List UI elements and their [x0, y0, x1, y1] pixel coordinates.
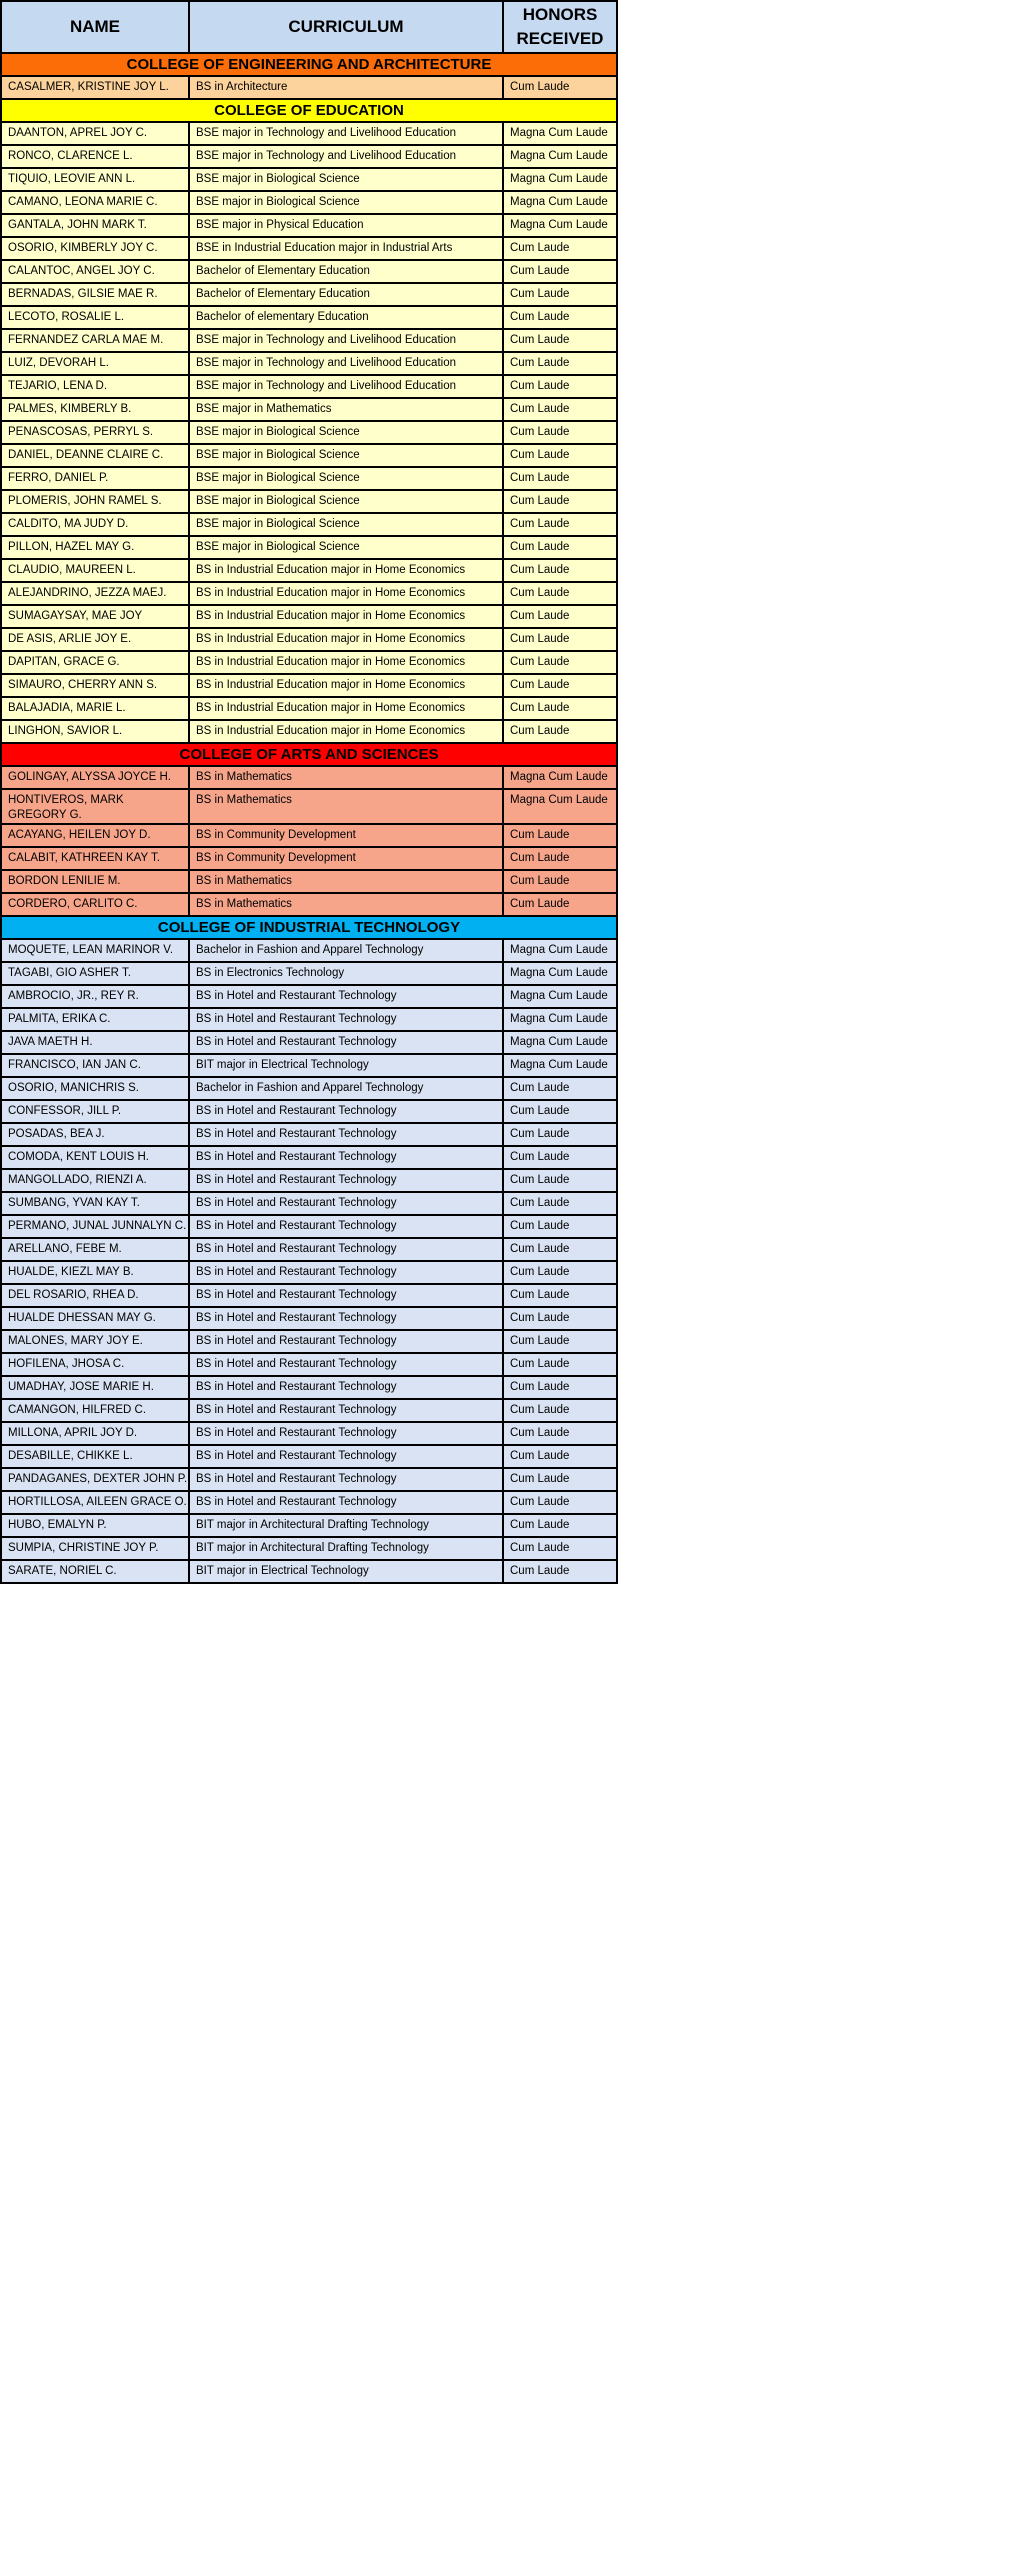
honoree-name: OSORIO, KIMBERLY JOY C.: [1, 237, 189, 260]
honoree-name: LECOTO, ROSALIE L.: [1, 306, 189, 329]
honors-cell: Magna Cum Laude: [503, 1008, 617, 1031]
honors-cell: Magna Cum Laude: [503, 1054, 617, 1077]
honoree-name: HOFILENA, JHOSA C.: [1, 1353, 189, 1376]
curriculum-cell: BS in Hotel and Restaurant Technology: [189, 1353, 503, 1376]
honoree-name: TAGABI, GIO ASHER T.: [1, 962, 189, 985]
table-row: [1, 260, 617, 283]
honors-cell: Cum Laude: [503, 824, 617, 847]
curriculum-cell: BS in Industrial Education major in Home Economics: [189, 559, 503, 582]
honoree-name: PALMES, KIMBERLY B.: [1, 398, 189, 421]
curriculum-cell: BS in Mathematics: [189, 789, 503, 824]
honoree-name: PANDAGANES, DEXTER JOHN P.: [1, 1468, 189, 1491]
honoree-name: HUBO, EMALYN P.: [1, 1514, 189, 1537]
table-row: [1, 1514, 617, 1537]
table-row: [1, 444, 617, 467]
table-row: [1, 122, 617, 145]
curriculum-cell: BSE major in Technology and Livelihood Education: [189, 352, 503, 375]
honoree-name: DANIEL, DEANNE CLAIRE C.: [1, 444, 189, 467]
table-row: [1, 467, 617, 490]
honoree-name: SUMPIA, CHRISTINE JOY P.: [1, 1537, 189, 1560]
honors-cell: Magna Cum Laude: [503, 122, 617, 145]
table-row: [1, 1468, 617, 1491]
honoree-name: DEL ROSARIO, RHEA D.: [1, 1284, 189, 1307]
table-row: [1, 168, 617, 191]
table-row: [1, 1445, 617, 1468]
curriculum-cell: BSE major in Technology and Livelihood Education: [189, 375, 503, 398]
table-row: [1, 1537, 617, 1560]
table-row: [1, 1399, 617, 1422]
honoree-name: CALDITO, MA JUDY D.: [1, 513, 189, 536]
honoree-name: RONCO, CLARENCE L.: [1, 145, 189, 168]
honoree-name: ARELLANO, FEBE M.: [1, 1238, 189, 1261]
header-curriculum: CURRICULUM: [189, 1, 503, 53]
curriculum-cell: BSE major in Biological Science: [189, 513, 503, 536]
honors-cell: Magna Cum Laude: [503, 214, 617, 237]
table-row: [1, 651, 617, 674]
honors-cell: Cum Laude: [503, 467, 617, 490]
honoree-name: CAMANO, LEONA MARIE C.: [1, 191, 189, 214]
curriculum-cell: BS in Hotel and Restaurant Technology: [189, 1031, 503, 1054]
table-row: [1, 1054, 617, 1077]
table-row: [1, 191, 617, 214]
curriculum-cell: Bachelor in Fashion and Apparel Technology: [189, 939, 503, 962]
honoree-name: BERNADAS, GILSIE MAE R.: [1, 283, 189, 306]
college-title: COLLEGE OF INDUSTRIAL TECHNOLOGY: [1, 916, 617, 939]
honors-cell: Magna Cum Laude: [503, 168, 617, 191]
curriculum-cell: BS in Mathematics: [189, 893, 503, 916]
table-row: [1, 1100, 617, 1123]
curriculum-cell: BS in Industrial Education major in Home Economics: [189, 628, 503, 651]
honors-cell: Cum Laude: [503, 1537, 617, 1560]
honors-cell: Cum Laude: [503, 536, 617, 559]
honoree-name: LUIZ, DEVORAH L.: [1, 352, 189, 375]
table-row: [1, 237, 617, 260]
table-row: [1, 628, 617, 651]
honoree-name: PERMANO, JUNAL JUNNALYN C.: [1, 1215, 189, 1238]
honors-cell: Cum Laude: [503, 237, 617, 260]
header-honors: HONORS RECEIVED: [503, 1, 617, 53]
curriculum-cell: BS in Industrial Education major in Home Economics: [189, 697, 503, 720]
honors-cell: Cum Laude: [503, 605, 617, 628]
table-row: [1, 375, 617, 398]
honors-cell: Magna Cum Laude: [503, 939, 617, 962]
honors-cell: Cum Laude: [503, 651, 617, 674]
curriculum-cell: BS in Hotel and Restaurant Technology: [189, 1123, 503, 1146]
honors-cell: Cum Laude: [503, 1284, 617, 1307]
curriculum-cell: BS in Hotel and Restaurant Technology: [189, 1100, 503, 1123]
honors-cell: Cum Laude: [503, 1399, 617, 1422]
curriculum-cell: BSE major in Biological Science: [189, 191, 503, 214]
honors-cell: Cum Laude: [503, 847, 617, 870]
honors-cell: Cum Laude: [503, 306, 617, 329]
honoree-name: ALEJANDRINO, JEZZA MAEJ.: [1, 582, 189, 605]
table-row: [1, 1146, 617, 1169]
table-row: [1, 870, 617, 893]
honoree-name: MOQUETE, LEAN MARINOR V.: [1, 939, 189, 962]
table-row: [1, 1284, 617, 1307]
honors-cell: Cum Laude: [503, 582, 617, 605]
honors-cell: Cum Laude: [503, 720, 617, 743]
honors-table: [0, 0, 618, 1584]
curriculum-cell: BSE major in Biological Science: [189, 490, 503, 513]
curriculum-cell: Bachelor of elementary Education: [189, 306, 503, 329]
honors-cell: Cum Laude: [503, 559, 617, 582]
honoree-name: BORDON LENILIE M.: [1, 870, 189, 893]
curriculum-cell: BS in Industrial Education major in Home Economics: [189, 605, 503, 628]
honors-cell: Cum Laude: [503, 1077, 617, 1100]
table-row: [1, 1353, 617, 1376]
table-row: [1, 421, 617, 444]
honors-cell: Magna Cum Laude: [503, 1031, 617, 1054]
honors-cell: Cum Laude: [503, 697, 617, 720]
honoree-name: MANGOLLADO, RIENZI A.: [1, 1169, 189, 1192]
honors-cell: Cum Laude: [503, 329, 617, 352]
table-row: [1, 1008, 617, 1031]
curriculum-cell: BSE major in Biological Science: [189, 168, 503, 191]
honoree-name: BALAJADIA, MARIE L.: [1, 697, 189, 720]
honors-cell: Cum Laude: [503, 1376, 617, 1399]
honoree-name: FERNANDEZ CARLA MAE M.: [1, 329, 189, 352]
curriculum-cell: BSE major in Physical Education: [189, 214, 503, 237]
table-row: [1, 1123, 617, 1146]
honors-cell: Cum Laude: [503, 444, 617, 467]
curriculum-cell: BSE major in Biological Science: [189, 444, 503, 467]
honoree-name: GANTALA, JOHN MARK T.: [1, 214, 189, 237]
honoree-name: CASALMER, KRISTINE JOY L.: [1, 76, 189, 99]
honors-cell: Cum Laude: [503, 283, 617, 306]
table-row: [1, 1261, 617, 1284]
honoree-name: FRANCISCO, IAN JAN C.: [1, 1054, 189, 1077]
curriculum-cell: BS in Electronics Technology: [189, 962, 503, 985]
honors-cell: Cum Laude: [503, 352, 617, 375]
honors-cell: Magna Cum Laude: [503, 145, 617, 168]
honoree-name: MALONES, MARY JOY E.: [1, 1330, 189, 1353]
college-band-industrial: [1, 916, 617, 939]
table-row: [1, 145, 617, 168]
table-row: [1, 1307, 617, 1330]
header-name: NAME: [1, 1, 189, 53]
honoree-name: PALMITA, ERIKA C.: [1, 1008, 189, 1031]
table-row: [1, 1560, 617, 1583]
curriculum-cell: Bachelor of Elementary Education: [189, 260, 503, 283]
table-row: [1, 962, 617, 985]
honoree-name: DE ASIS, ARLIE JOY E.: [1, 628, 189, 651]
honoree-name: HUALDE, KIEZL MAY B.: [1, 1261, 189, 1284]
table-body: [1, 53, 617, 1583]
curriculum-cell: BS in Mathematics: [189, 870, 503, 893]
honors-cell: Cum Laude: [503, 1445, 617, 1468]
table-row: [1, 1422, 617, 1445]
curriculum-cell: BS in Hotel and Restaurant Technology: [189, 1330, 503, 1353]
curriculum-cell: BS in Community Development: [189, 824, 503, 847]
table-row: [1, 1376, 617, 1399]
curriculum-cell: BS in Hotel and Restaurant Technology: [189, 1468, 503, 1491]
college-title: COLLEGE OF ARTS AND SCIENCES: [1, 743, 617, 766]
curriculum-cell: BS in Hotel and Restaurant Technology: [189, 1215, 503, 1238]
honoree-name: UMADHAY, JOSE MARIE H.: [1, 1376, 189, 1399]
table-row: [1, 1215, 617, 1238]
table-row: [1, 536, 617, 559]
honors-cell: Magna Cum Laude: [503, 985, 617, 1008]
honors-cell: Magna Cum Laude: [503, 962, 617, 985]
honoree-name: DAPITAN, GRACE G.: [1, 651, 189, 674]
curriculum-cell: BS in Industrial Education major in Home Economics: [189, 720, 503, 743]
curriculum-cell: BS in Hotel and Restaurant Technology: [189, 1284, 503, 1307]
table-row: [1, 766, 617, 789]
table-row: [1, 789, 617, 824]
honors-cell: Cum Laude: [503, 1261, 617, 1284]
curriculum-cell: BSE major in Biological Science: [189, 467, 503, 490]
college-title: COLLEGE OF EDUCATION: [1, 99, 617, 122]
curriculum-cell: BS in Architecture: [189, 76, 503, 99]
honoree-name: POSADAS, BEA J.: [1, 1123, 189, 1146]
honors-cell: Cum Laude: [503, 1330, 617, 1353]
curriculum-cell: BS in Hotel and Restaurant Technology: [189, 1261, 503, 1284]
curriculum-cell: BS in Hotel and Restaurant Technology: [189, 1146, 503, 1169]
table-row: [1, 283, 617, 306]
honoree-name: CLAUDIO, MAUREEN L.: [1, 559, 189, 582]
honoree-name: ACAYANG, HEILEN JOY D.: [1, 824, 189, 847]
honoree-name: SUMBANG, YVAN KAY T.: [1, 1192, 189, 1215]
honoree-name: HUALDE DHESSAN MAY G.: [1, 1307, 189, 1330]
honors-cell: Cum Laude: [503, 1123, 617, 1146]
curriculum-cell: BS in Hotel and Restaurant Technology: [189, 985, 503, 1008]
honoree-name: CALANTOC, ANGEL JOY C.: [1, 260, 189, 283]
honoree-name: CAMANGON, HILFRED C.: [1, 1399, 189, 1422]
honors-cell: Cum Laude: [503, 1468, 617, 1491]
honors-cell: Cum Laude: [503, 1100, 617, 1123]
honors-cell: Cum Laude: [503, 76, 617, 99]
honoree-name: SUMAGAYSAY, MAE JOY: [1, 605, 189, 628]
honors-cell: Cum Laude: [503, 1169, 617, 1192]
honors-cell: Magna Cum Laude: [503, 789, 617, 824]
table-row: [1, 893, 617, 916]
honoree-name: DESABILLE, CHIKKE L.: [1, 1445, 189, 1468]
table-row: [1, 1238, 617, 1261]
curriculum-cell: BSE major in Mathematics: [189, 398, 503, 421]
honors-cell: Cum Laude: [503, 1514, 617, 1537]
table-row: [1, 76, 617, 99]
honors-cell: Cum Laude: [503, 870, 617, 893]
table-row: [1, 214, 617, 237]
college-band-arts: [1, 743, 617, 766]
honors-cell: Cum Laude: [503, 1491, 617, 1514]
curriculum-cell: BSE major in Biological Science: [189, 421, 503, 444]
college-band-education: [1, 99, 617, 122]
honoree-name: SIMAURO, CHERRY ANN S.: [1, 674, 189, 697]
table-row: [1, 306, 617, 329]
curriculum-cell: BSE major in Technology and Livelihood Education: [189, 145, 503, 168]
honoree-name: PENASCOSAS, PERRYL S.: [1, 421, 189, 444]
header-row: [1, 1, 617, 53]
curriculum-cell: BSE major in Technology and Livelihood Education: [189, 122, 503, 145]
curriculum-cell: BS in Hotel and Restaurant Technology: [189, 1491, 503, 1514]
table-row: [1, 398, 617, 421]
table-row: [1, 559, 617, 582]
honoree-name: CONFESSOR, JILL P.: [1, 1100, 189, 1123]
curriculum-cell: BS in Hotel and Restaurant Technology: [189, 1376, 503, 1399]
table-row: [1, 490, 617, 513]
honoree-name: CORDERO, CARLITO C.: [1, 893, 189, 916]
honoree-name: CALABIT, KATHREEN KAY T.: [1, 847, 189, 870]
curriculum-cell: BS in Hotel and Restaurant Technology: [189, 1445, 503, 1468]
honoree-name: COMODA, KENT LOUIS H.: [1, 1146, 189, 1169]
curriculum-cell: BS in Hotel and Restaurant Technology: [189, 1192, 503, 1215]
honors-cell: Cum Laude: [503, 1146, 617, 1169]
curriculum-cell: BS in Mathematics: [189, 766, 503, 789]
honoree-name: MILLONA, APRIL JOY D.: [1, 1422, 189, 1445]
curriculum-cell: Bachelor of Elementary Education: [189, 283, 503, 306]
honors-cell: Cum Laude: [503, 1307, 617, 1330]
honors-cell: Cum Laude: [503, 1353, 617, 1376]
curriculum-cell: BIT major in Electrical Technology: [189, 1054, 503, 1077]
college-band-engineering: [1, 53, 617, 76]
honoree-name: GOLINGAY, ALYSSA JOYCE H.: [1, 766, 189, 789]
table-row: [1, 847, 617, 870]
honoree-name: PLOMERIS, JOHN RAMEL S.: [1, 490, 189, 513]
honors-cell: Cum Laude: [503, 260, 617, 283]
curriculum-cell: BIT major in Architectural Drafting Technology: [189, 1537, 503, 1560]
curriculum-cell: BS in Hotel and Restaurant Technology: [189, 1008, 503, 1031]
table-row: [1, 1031, 617, 1054]
table-row: [1, 985, 617, 1008]
curriculum-cell: BIT major in Electrical Technology: [189, 1560, 503, 1583]
curriculum-cell: BS in Hotel and Restaurant Technology: [189, 1399, 503, 1422]
curriculum-cell: BS in Industrial Education major in Home Economics: [189, 582, 503, 605]
curriculum-cell: BSE major in Technology and Livelihood Education: [189, 329, 503, 352]
table-row: [1, 939, 617, 962]
table-row: [1, 1491, 617, 1514]
honors-cell: Magna Cum Laude: [503, 191, 617, 214]
honoree-name: HORTILLOSA, AILEEN GRACE O.: [1, 1491, 189, 1514]
honors-cell: Cum Laude: [503, 1238, 617, 1261]
honors-cell: Cum Laude: [503, 628, 617, 651]
honors-cell: Cum Laude: [503, 674, 617, 697]
honoree-name: PILLON, HAZEL MAY G.: [1, 536, 189, 559]
honoree-name: FERRO, DANIEL P.: [1, 467, 189, 490]
honoree-name: TIQUIO, LEOVIE ANN L.: [1, 168, 189, 191]
table-row: [1, 329, 617, 352]
honors-cell: Cum Laude: [503, 398, 617, 421]
honors-cell: Cum Laude: [503, 893, 617, 916]
college-title: COLLEGE OF ENGINEERING AND ARCHITECTURE: [1, 53, 617, 76]
curriculum-cell: BSE in Industrial Education major in Industrial Arts: [189, 237, 503, 260]
honoree-name: LINGHON, SAVIOR L.: [1, 720, 189, 743]
curriculum-cell: BS in Hotel and Restaurant Technology: [189, 1307, 503, 1330]
curriculum-cell: BS in Hotel and Restaurant Technology: [189, 1238, 503, 1261]
honors-cell: Cum Laude: [503, 421, 617, 444]
curriculum-cell: Bachelor in Fashion and Apparel Technology: [189, 1077, 503, 1100]
honoree-name: JAVA MAETH H.: [1, 1031, 189, 1054]
table-row: [1, 1192, 617, 1215]
honoree-name: HONTIVEROS, MARK GREGORY G.: [1, 789, 189, 824]
honors-cell: Cum Laude: [503, 1215, 617, 1238]
table-row: [1, 697, 617, 720]
honors-cell: Cum Laude: [503, 1560, 617, 1583]
honors-cell: Cum Laude: [503, 490, 617, 513]
curriculum-cell: BIT major in Architectural Drafting Technology: [189, 1514, 503, 1537]
honoree-name: SARATE, NORIEL C.: [1, 1560, 189, 1583]
curriculum-cell: BS in Hotel and Restaurant Technology: [189, 1169, 503, 1192]
curriculum-cell: BSE major in Biological Science: [189, 536, 503, 559]
honors-cell: Cum Laude: [503, 375, 617, 398]
honors-cell: Cum Laude: [503, 513, 617, 536]
table-row: [1, 1169, 617, 1192]
honoree-name: DAANTON, APREL JOY C.: [1, 122, 189, 145]
table-row: [1, 824, 617, 847]
table-row: [1, 582, 617, 605]
table-row: [1, 720, 617, 743]
curriculum-cell: BS in Industrial Education major in Home Economics: [189, 674, 503, 697]
honoree-name: AMBROCIO, JR., REY R.: [1, 985, 189, 1008]
table-row: [1, 674, 617, 697]
honors-cell: Cum Laude: [503, 1192, 617, 1215]
curriculum-cell: BS in Hotel and Restaurant Technology: [189, 1422, 503, 1445]
honors-cell: Magna Cum Laude: [503, 766, 617, 789]
table-row: [1, 513, 617, 536]
honors-cell: Cum Laude: [503, 1422, 617, 1445]
curriculum-cell: BS in Industrial Education major in Home Economics: [189, 651, 503, 674]
table-row: [1, 352, 617, 375]
honoree-name: TEJARIO, LENA D.: [1, 375, 189, 398]
table-row: [1, 1330, 617, 1353]
table-row: [1, 605, 617, 628]
curriculum-cell: BS in Community Development: [189, 847, 503, 870]
table-row: [1, 1077, 617, 1100]
honoree-name: OSORIO, MANICHRIS S.: [1, 1077, 189, 1100]
